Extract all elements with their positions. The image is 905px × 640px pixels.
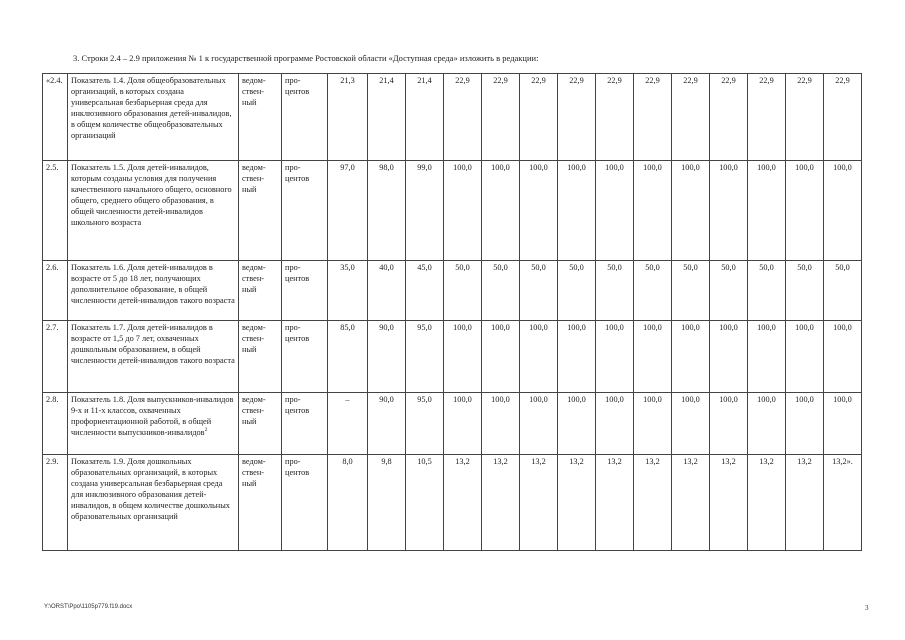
value-cell: 100,0	[596, 161, 634, 261]
value-cell: 13,2	[482, 455, 520, 551]
unit: про-центов	[282, 74, 328, 161]
value-cell: 100,0	[824, 161, 862, 261]
unit: про-центов	[282, 161, 328, 261]
indicator-name: Показатель 1.5. Доля детей-инвалидов, которым созданы условия для получения качественного начального общего, основного общего, среднего общего образования, в общей численности детей-инвалидов школьного возраста	[68, 161, 239, 261]
value-cell: 50,0	[482, 261, 520, 321]
value-cell: 100,0	[596, 321, 634, 393]
value-cell: 50,0	[634, 261, 672, 321]
value-cell: 13,2	[672, 455, 710, 551]
value-cell: 9,8	[368, 455, 406, 551]
indicator-name: Показатель 1.4. Доля общеобразовательных организаций, в которых создана универсальная безбарьерная среда для инклюзивного образования детей-инвалидов, в общем количестве общеобразовательных организаций	[68, 74, 239, 161]
value-cell: 21,4	[406, 74, 444, 161]
value-cell: 100,0	[710, 161, 748, 261]
value-cell: 100,0	[520, 161, 558, 261]
row-number: 2.9.	[43, 455, 68, 551]
unit: про-центов	[282, 455, 328, 551]
value-cell: 10,5	[406, 455, 444, 551]
indicator-name: Показатель 1.6. Доля детей-инвалидов в возрасте от 5 до 18 лет, получающих дополнительное образование, в общей численности детей-инвалидов такого возраста	[68, 261, 239, 321]
value-cell: 90,0	[368, 393, 406, 455]
value-cell: 100,0	[824, 321, 862, 393]
value-cell: 45,0	[406, 261, 444, 321]
value-cell: 13,2».	[824, 455, 862, 551]
indicator-type: ведом-ствен-ный	[239, 455, 282, 551]
value-cell: 13,2	[596, 455, 634, 551]
value-cell: 50,0	[444, 261, 482, 321]
value-cell: 100,0	[482, 393, 520, 455]
value-cell: 100,0	[672, 393, 710, 455]
table-row	[43, 393, 862, 455]
value-cell: 100,0	[558, 321, 596, 393]
value-cell: 22,9	[596, 74, 634, 161]
indicator-type: ведом-ствен-ный	[239, 393, 282, 455]
row-number: «2.4.	[43, 74, 68, 161]
indicator-name: Показатель 1.8. Доля выпускников-инвалидов 9-х и 11-х классов, охваченных профориентационной работой, в общей численности выпускников-инвалидов$^2$	[68, 393, 239, 455]
value-cell: 50,0	[710, 261, 748, 321]
table-row	[43, 161, 862, 261]
value-cell: 100,0	[748, 161, 786, 261]
value-cell: 100,0	[482, 321, 520, 393]
value-cell: 8,0	[328, 455, 368, 551]
indicator-name: Показатель 1.7. Доля детей-инвалидов в возрасте от 1,5 до 7 лет, охваченных дошкольным образованием, в общей численности детей-инвалидов такого возраста	[68, 321, 239, 393]
value-cell: 22,9	[710, 74, 748, 161]
value-cell: 100,0	[482, 161, 520, 261]
row-number: 2.6.	[43, 261, 68, 321]
value-cell: 100,0	[672, 161, 710, 261]
value-cell: 50,0	[596, 261, 634, 321]
indicator-type: ведом-ствен-ный	[239, 261, 282, 321]
indicators-table	[42, 73, 862, 551]
value-cell: 13,2	[558, 455, 596, 551]
value-cell: 100,0	[444, 161, 482, 261]
value-cell: 97,0	[328, 161, 368, 261]
value-cell: 13,2	[444, 455, 482, 551]
table-row	[43, 74, 862, 161]
value-cell: 100,0	[710, 321, 748, 393]
table-row	[43, 455, 862, 551]
value-cell: 100,0	[444, 321, 482, 393]
value-cell: –	[328, 393, 368, 455]
value-cell: 100,0	[520, 393, 558, 455]
value-cell: 100,0	[596, 393, 634, 455]
value-cell: 50,0	[786, 261, 824, 321]
row-number: 2.5.	[43, 161, 68, 261]
value-cell: 22,9	[444, 74, 482, 161]
value-cell: 50,0	[748, 261, 786, 321]
unit: про-центов	[282, 393, 328, 455]
value-cell: 95,0	[406, 393, 444, 455]
indicator-type: ведом-ствен-ный	[239, 74, 282, 161]
value-cell: 22,9	[520, 74, 558, 161]
indicator-type: ведом-ствен-ный	[239, 321, 282, 393]
value-cell: 100,0	[558, 161, 596, 261]
indicator-type: ведом-ствен-ный	[239, 161, 282, 261]
value-cell: 85,0	[328, 321, 368, 393]
value-cell: 40,0	[368, 261, 406, 321]
value-cell: 13,2	[520, 455, 558, 551]
value-cell: 100,0	[634, 321, 672, 393]
value-cell: 13,2	[710, 455, 748, 551]
value-cell: 13,2	[786, 455, 824, 551]
value-cell: 50,0	[520, 261, 558, 321]
value-cell: 22,9	[824, 74, 862, 161]
value-cell: 13,2	[748, 455, 786, 551]
value-cell: 100,0	[558, 393, 596, 455]
value-cell: 98,0	[368, 161, 406, 261]
value-cell: 99,0	[406, 161, 444, 261]
value-cell: 22,9	[786, 74, 824, 161]
file-path: Y:\ORST\Ppo\1105p779.f19.docx	[44, 604, 133, 610]
value-cell: 50,0	[824, 261, 862, 321]
row-number: 2.8.	[43, 393, 68, 455]
value-cell: 21,4	[368, 74, 406, 161]
unit: про-центов	[282, 321, 328, 393]
value-cell: 100,0	[824, 393, 862, 455]
indicator-name: Показатель 1.9. Доля дошкольных образовательных организаций, в которых создана универсальная безбарьерная среда для инклюзивного образования детей-инвалидов, в общем количестве дошкольных образовательных организаций	[68, 455, 239, 551]
value-cell: 22,9	[558, 74, 596, 161]
value-cell: 100,0	[786, 161, 824, 261]
value-cell: 100,0	[786, 393, 824, 455]
value-cell: 22,9	[672, 74, 710, 161]
row-number: 2.7.	[43, 321, 68, 393]
table-row	[43, 261, 862, 321]
value-cell: 90,0	[368, 321, 406, 393]
value-cell: 100,0	[444, 393, 482, 455]
value-cell: 100,0	[748, 321, 786, 393]
value-cell: 35,0	[328, 261, 368, 321]
value-cell: 22,9	[482, 74, 520, 161]
value-cell: 100,0	[634, 393, 672, 455]
value-cell: 22,9	[634, 74, 672, 161]
value-cell: 21,3	[328, 74, 368, 161]
unit: про-центов	[282, 261, 328, 321]
value-cell: 100,0	[748, 393, 786, 455]
value-cell: 100,0	[520, 321, 558, 393]
value-cell: 50,0	[672, 261, 710, 321]
page-number: 3	[865, 604, 869, 612]
value-cell: 95,0	[406, 321, 444, 393]
value-cell: 22,9	[748, 74, 786, 161]
value-cell: 100,0	[786, 321, 824, 393]
value-cell: 100,0	[672, 321, 710, 393]
value-cell: 100,0	[634, 161, 672, 261]
table-row	[43, 321, 862, 393]
footnote-marker: 2	[204, 427, 208, 434]
value-cell: 50,0	[558, 261, 596, 321]
value-cell: 13,2	[634, 455, 672, 551]
intro-paragraph: 3. Строки 2.4 – 2.9 приложения № 1 к государственной программе Ростовской области «Доступная среда» изложить в редакции:	[73, 53, 539, 63]
value-cell: 100,0	[710, 393, 748, 455]
